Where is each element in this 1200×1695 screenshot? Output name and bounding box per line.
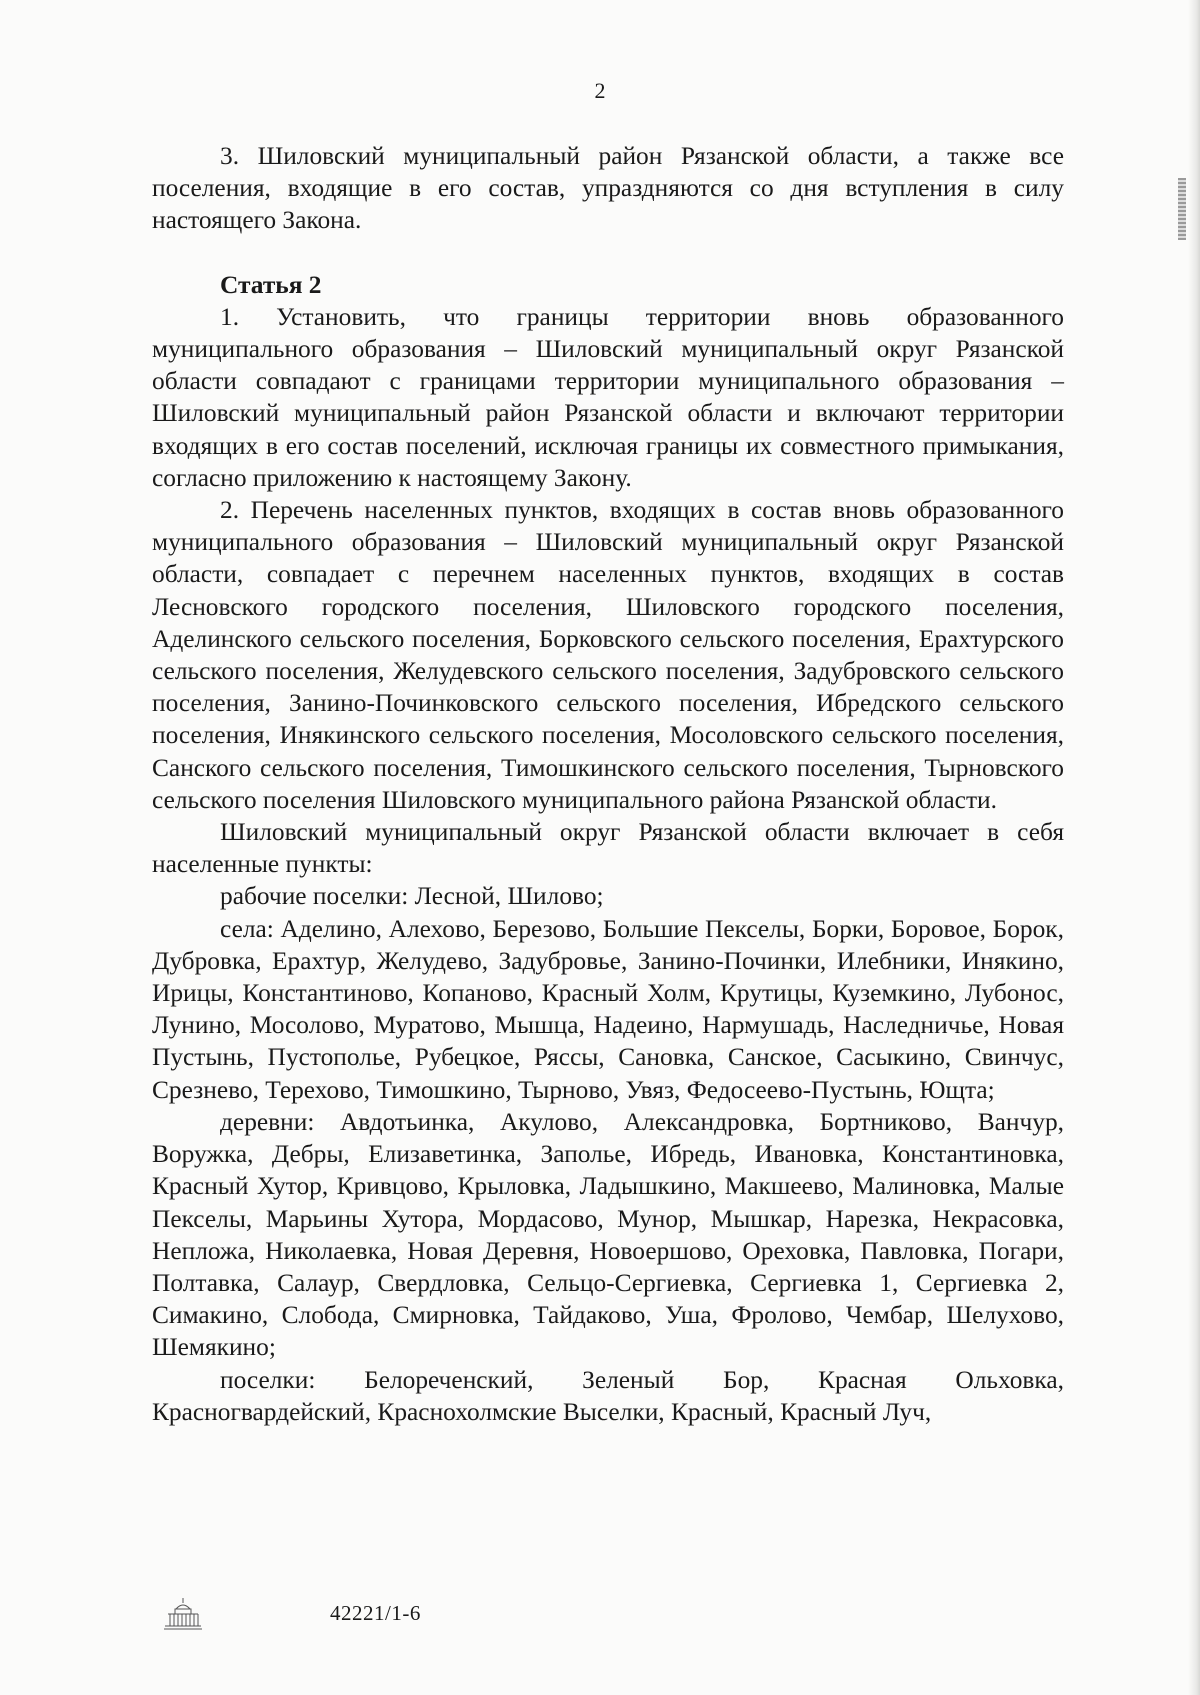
paragraph-3: 3. Шиловский муниципальный район Рязанской области, а также все поселения, входящие в его состав, упраздняются со дня вступления в силу настоящего Закона. xyxy=(152,142,1064,235)
article-paragraph-1: 1. Установить, что границы территории вновь образованного муниципального образования – Шиловский муниципальный округ Рязанской области совпадают с границами территории муниципального образования – Шиловский муниципальный район Рязанской области и включают территории входящих в его состав поселений, исключая границы их совместного примыкания, согласно приложению к настоящему Закону. xyxy=(152,302,1064,492)
settlements-list: поселки: Белореченский, Зеленый Бор, Красная Ольховка, Красногвардейский, Краснохолмские Выселки, Красный, Красный Луч, xyxy=(152,1365,1064,1426)
work-settlements-list: рабочие поселки: Лесной, Шилово; xyxy=(220,882,604,911)
hamlets-list: деревни: Авдотьинка, Акулово, Александровка, Бортниково, Ванчур, Воружка, Дебры, Елизаветинка, Заполье, Ибредь, Ивановка, Константиновка, Красный Хутор, Кривцово, Крыловка, Ладышкино, Макшеево, Малиновка, Малые Пекселы, Марьины Хутора, Мордасово, Мунор, Мышкар, Нарезка, Некрасовка, Непложа, Николаевка, Новая Деревня, Новоершово, Ореховка, Павловка, Погари, Полтавка, Салаур, Свердловка, Сельцо-Сергиевка, Сергиевка 1, Сергиевка 2, Симакино, Слобода, Смирновка, Тайдаково, Уша, Фролово, Чембар, Шелухово, Шемякино; xyxy=(152,1107,1064,1362)
document-body xyxy=(152,140,1064,1428)
scan-mark xyxy=(1178,178,1186,240)
document-code: 42221/1-6 xyxy=(330,1601,421,1625)
includes-intro: Шиловский муниципальный округ Рязанской области включает в себя населенные пункты: xyxy=(152,818,1064,879)
spacer xyxy=(152,237,1064,269)
page-number: 2 xyxy=(594,78,606,103)
scan-edge xyxy=(1188,0,1200,1695)
article-paragraph-2: 2. Перечень населенных пунктов, входящих в состав вновь образованного муниципального образования – Шиловский муниципальный округ Рязанской области, совпадает с перечнем населенных пунктов, входящих в состав Лесновского городского поселения, Шиловского городского поселения, Аделинского сельского поселения, Борковского сельского поселения, Ерахтурского сельского поселения, Желудевского сельского поселения, Задубровского сельского поселения, Занино-Починковского сельского поселения, Ибредского сельского поселения, Инякинского сельского поселения, Мосоловского сельского поселения, Санского сельского поселения, Тимошкинского сельского поселения, Тырновского сельского поселения Шиловского муниципального района Рязанской области. xyxy=(152,496,1064,814)
article-heading: Статья 2 xyxy=(220,270,322,299)
villages-list: села: Аделино, Алехово, Березово, Большие Пекселы, Борки, Боровое, Борок, Дубровка, Ерахтур, Желудево, Задубровье, Занино-Починки, Илебники, Инякино, Ирицы, Константиново, Копаново, Красный Холм, Крутицы, Куземкино, Лубонос, Лунино, Мосолово, Муратово, Мышца, Надеино, Нармушадь, Наследничье, Новая Пустынь, Пустополье, Рубецкое, Ряссы, Сановка, Санское, Сасыкино, Свинчус, Срезнево, Терехово, Тимошкино, Тырново, Увяз, Федосеево-Пустынь, Ющта; xyxy=(152,914,1064,1104)
duma-building-logo xyxy=(162,1596,204,1632)
